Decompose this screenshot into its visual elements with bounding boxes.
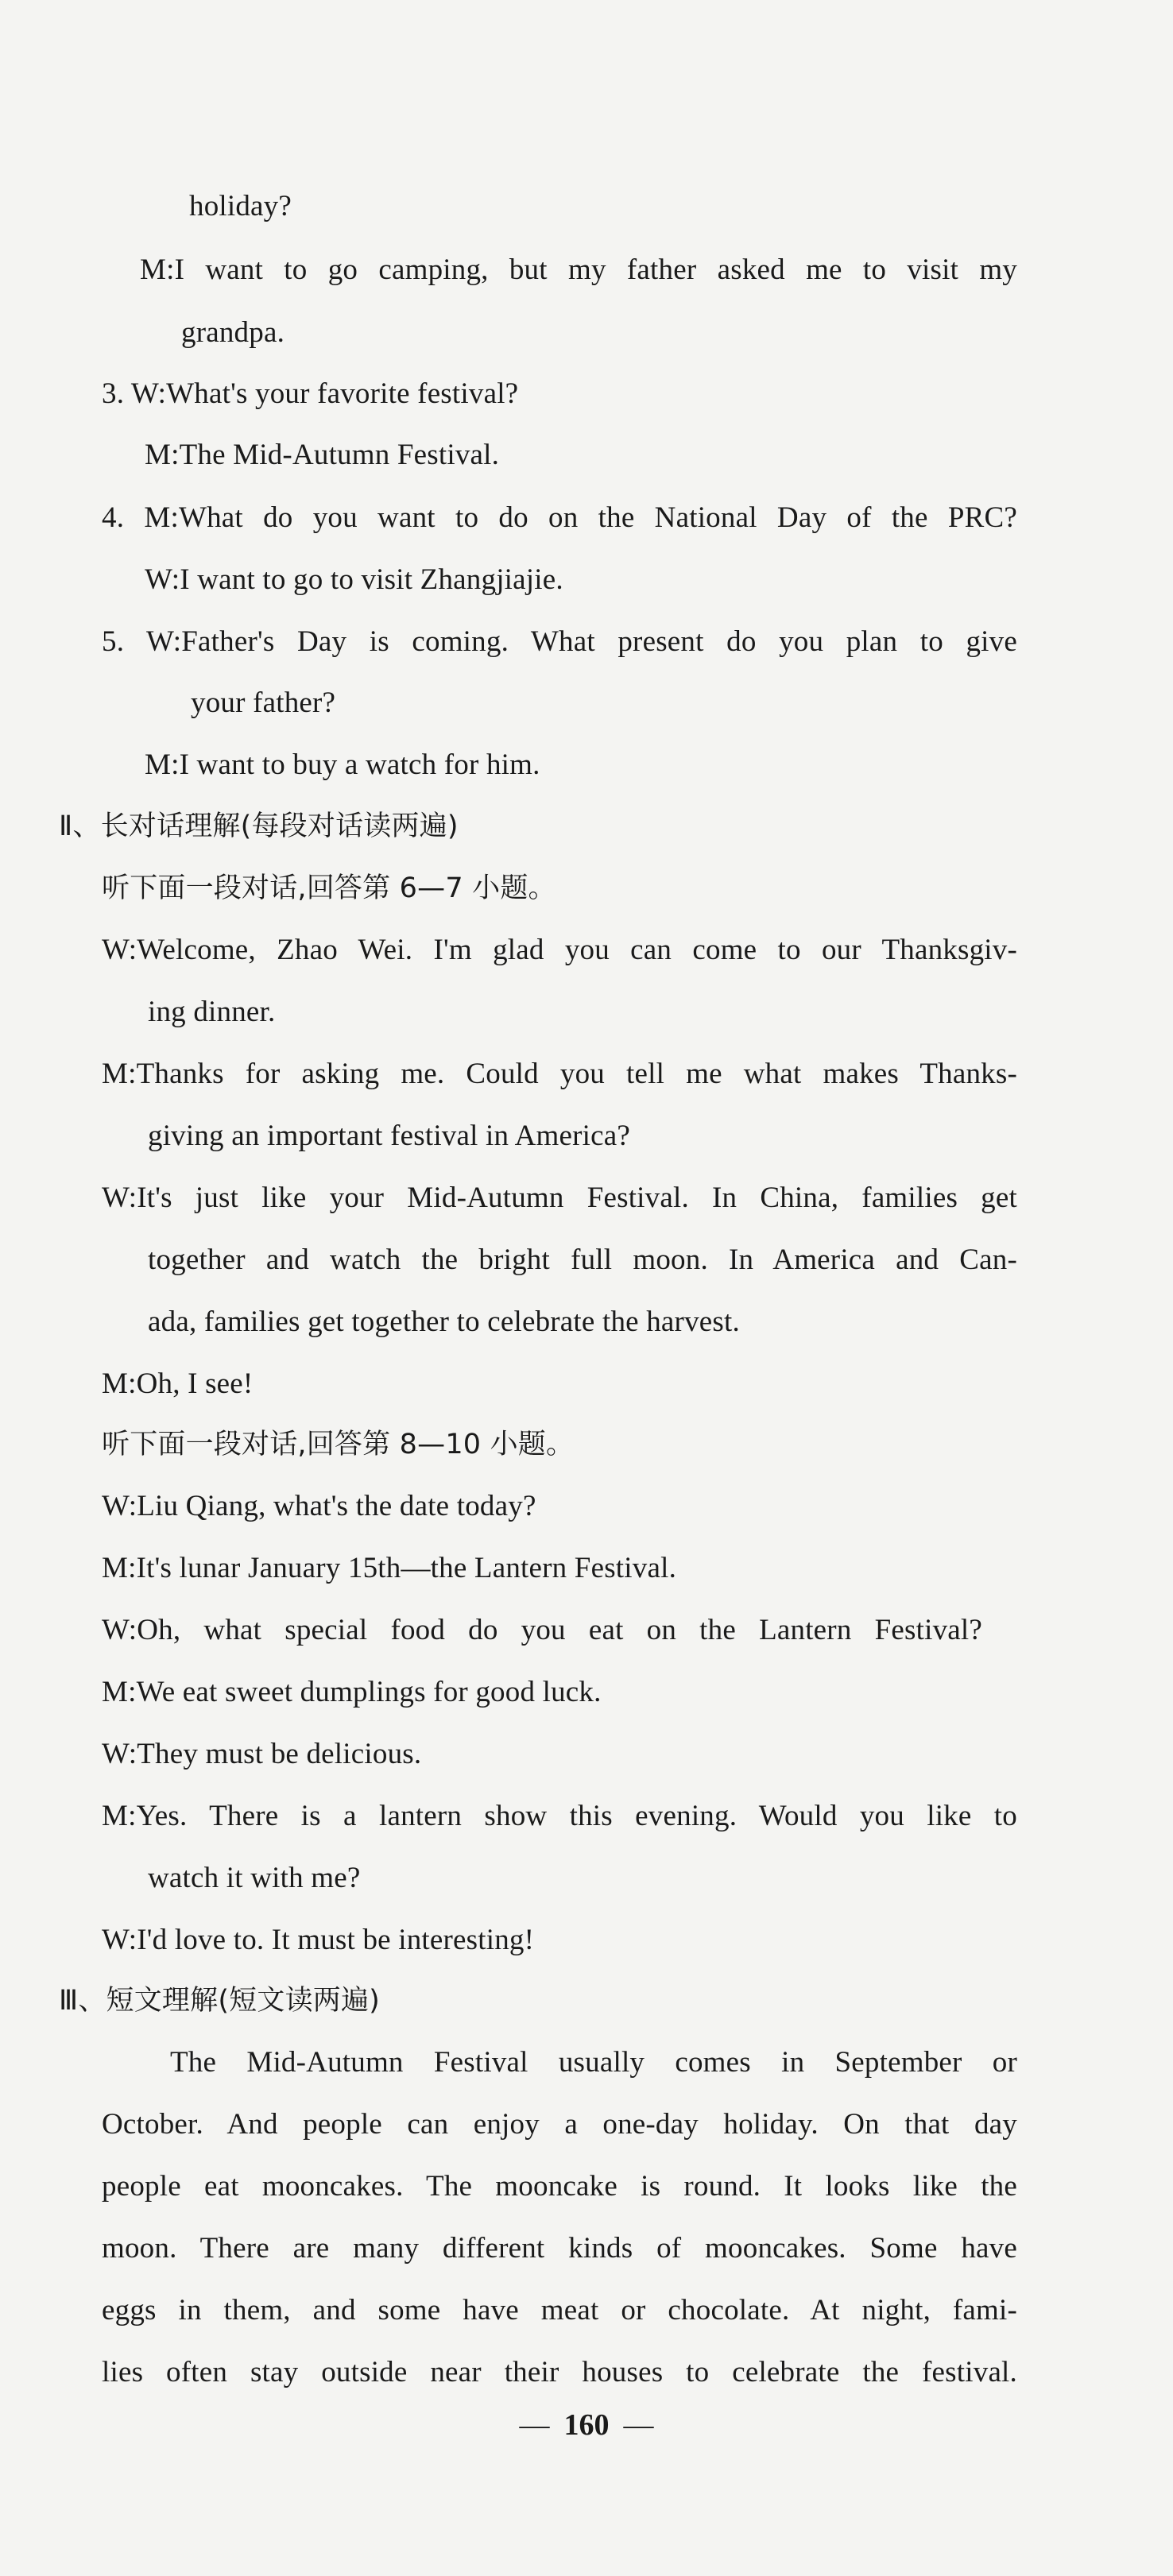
page-footer xyxy=(0,2408,1173,2443)
text-line: W:Welcome, Zhao Wei. I'm glad you can come to our Thanksgiv- xyxy=(102,934,1017,966)
text-line: M:I want to buy a watch for him. xyxy=(145,748,540,781)
text-line: M:Oh, I see! xyxy=(102,1367,254,1400)
text-line: W:Oh, what special food do you eat on the Lantern Festival? xyxy=(102,1614,982,1646)
text-line: 3. W:What's your favorite festival? xyxy=(102,377,519,410)
text-line: M:The Mid-Autumn Festival. xyxy=(145,439,500,471)
instruction-line: 听下面一段对话,回答第 8—10 小题。 xyxy=(102,1429,575,1460)
text-line: 5. W:Father's Day is coming. What present do you plan to give xyxy=(102,625,1017,658)
text-line: M:We eat sweet dumplings for good luck. xyxy=(102,1676,602,1708)
text-line: grandpa. xyxy=(181,316,285,349)
footer-dash-left: — xyxy=(519,2408,550,2442)
text-line: giving an important festival in America? xyxy=(148,1120,631,1152)
text-line: W:Liu Qiang, what's the date today? xyxy=(102,1490,536,1522)
text-line: October. And people can enjoy a one-day holiday. On that day xyxy=(102,2108,1017,2141)
text-line: M:Yes. There is a lantern show this evening. Would you like to xyxy=(102,1800,1017,1832)
text-line: ada, families get together to celebrate the harvest. xyxy=(148,1305,740,1338)
instruction-line: 听下面一段对话,回答第 6—7 小题。 xyxy=(102,872,556,904)
text-line: moon. There are many different kinds of mooncakes. Some have xyxy=(102,2232,1017,2265)
text-line: The Mid-Autumn Festival usually comes in September or xyxy=(170,2046,1017,2079)
text-line: ing dinner. xyxy=(148,996,276,1028)
text-line: eggs in them, and some have meat or chocolate. At night, fami- xyxy=(102,2294,1017,2327)
text-line: lies often stay outside near their houses to celebrate the festival. xyxy=(102,2356,1017,2388)
footer-dash-right: — xyxy=(623,2408,654,2442)
section-heading: Ⅱ、长对话理解(每段对话读两遍) xyxy=(59,810,459,842)
text-line: W:It's just like your Mid-Autumn Festival. In China, families get xyxy=(102,1182,1017,1214)
text-line: W:They must be delicious. xyxy=(102,1738,422,1770)
text-line: 4. M:What do you want to do on the National Day of the PRC? xyxy=(102,501,1017,534)
text-line: W:I'd love to. It must be interesting! xyxy=(102,1924,535,1956)
text-line: M:It's lunar January 15th—the Lantern Festival. xyxy=(102,1552,677,1584)
text-line: W:I want to go to visit Zhangjiajie. xyxy=(145,563,563,596)
text-line: together and watch the bright full moon. In America and Can- xyxy=(148,1244,1017,1276)
section-heading: Ⅲ、短文理解(短文读两遍) xyxy=(59,1985,381,2017)
page-number: 160 xyxy=(563,2408,610,2442)
text-line: people eat mooncakes. The mooncake is round. It looks like the xyxy=(102,2170,1017,2203)
text-line: M:I want to go camping, but my father asked me to visit my xyxy=(140,253,1017,286)
text-line: your father? xyxy=(191,687,336,719)
text-line: M:Thanks for asking me. Could you tell me what makes Thanks- xyxy=(102,1058,1017,1090)
text-line: watch it with me? xyxy=(148,1862,361,1894)
text-line: holiday? xyxy=(189,190,292,222)
